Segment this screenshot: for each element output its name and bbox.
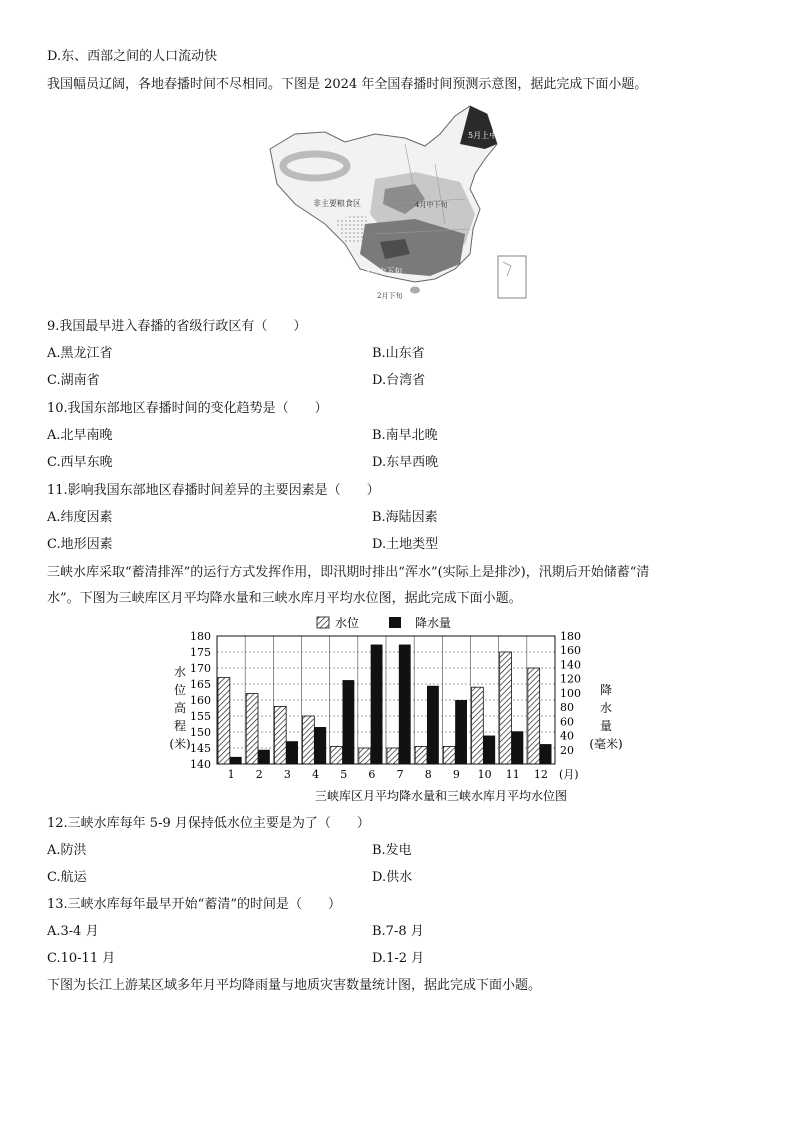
right-axis-label	[589, 683, 622, 751]
bar-water-level	[303, 716, 315, 764]
bar-water-level	[246, 694, 258, 764]
bar-water-level	[528, 668, 540, 764]
chart-svg	[160, 612, 630, 808]
q11-option-d[interactable]: D.土地类型	[372, 537, 439, 552]
label-non-grain: 非主要粮食区	[313, 199, 361, 208]
q12-option-a[interactable]: A.防洪	[47, 843, 87, 858]
bar-water-level	[443, 746, 455, 764]
q10-option-a[interactable]: A.北早南晚	[47, 428, 113, 443]
q13-option-b[interactable]: B.7-8 月	[372, 924, 424, 939]
intro-yangtze: 下图为长江上游某区域多年月平均降雨量与地质灾害数量统计图，据此完成下面小题。	[47, 978, 542, 993]
bar-rainfall	[314, 727, 326, 764]
china-map-graphic	[265, 104, 530, 304]
bar-water-level	[359, 748, 371, 764]
bar-rainfall	[371, 645, 383, 764]
q11-option-c[interactable]: C.地形因素	[47, 537, 113, 552]
left-axis-label	[169, 664, 190, 751]
intro-three-gorges-1: 三峡水库采取“蓄清排浑”的运行方式发挥作用，即汛期时排出“浑水”(实际上是排沙)，汛期后开始储蓄“清	[47, 565, 650, 580]
x-tick-label: 4	[312, 768, 320, 781]
y-left-label-char: 高	[173, 701, 187, 715]
q9-option-b[interactable]: B.山东省	[372, 346, 425, 361]
bar-rainfall	[399, 645, 411, 764]
y-left-label-char: 程	[173, 719, 187, 733]
question-11-stem: 11.影响我国东部地区春播时间差异的主要因素是（ ）	[47, 483, 380, 498]
q12-option-c[interactable]: C.航运	[47, 870, 87, 885]
q12-option-d[interactable]: D.供水	[372, 870, 413, 885]
y-left-label-char: (米)	[169, 737, 191, 751]
y-right-tick-label: 80	[560, 701, 574, 715]
q11-option-b[interactable]: B.海陆因素	[372, 510, 438, 525]
y-right-label-char: 降	[599, 683, 613, 697]
x-tick-label: 11	[505, 768, 520, 781]
y-left-tick-label: 160	[190, 694, 211, 707]
question-10-stem: 10.我国东部地区春播时间的变化趋势是（ ）	[47, 401, 328, 416]
y-right-tick-label: 120	[560, 672, 581, 686]
x-tick-label: 10	[477, 768, 492, 781]
label-feb: 2月下旬	[377, 292, 403, 300]
spring-sowing-map	[265, 104, 530, 304]
bar-water-level	[218, 678, 230, 764]
legend-label-rainfall: 降水量	[415, 616, 452, 630]
intro-three-gorges-2: 水”。下图为三峡库区月平均降水量和三峡水库月平均水位图，据此完成下面小题。	[47, 591, 522, 606]
x-tick-label: 5	[340, 768, 348, 781]
bar-water-level	[415, 746, 427, 764]
question-13-stem: 13.三峡水库每年最早开始“蓄清”的时间是（ ）	[47, 897, 341, 912]
q9-option-c[interactable]: C.湖南省	[47, 373, 100, 388]
three-gorges-chart	[160, 612, 630, 808]
y-right-label-char: 量	[599, 719, 613, 733]
bar-water-level	[472, 687, 484, 764]
q13-option-a[interactable]: A.3-4 月	[47, 924, 99, 939]
x-tick-label: 2	[255, 768, 263, 781]
intro-spring-sowing: 我国幅员辽阔，各地春播时间不尽相同。下图是 2024 年全国春播时间预测示意图，据此完成下面小题。	[47, 77, 648, 92]
q13-option-d[interactable]: D.1-2 月	[372, 951, 425, 966]
x-tick-label: 1	[227, 768, 235, 781]
y-right-tick-label: 60	[560, 715, 574, 729]
y-right-tick-label: 180	[560, 630, 581, 643]
q10-option-c[interactable]: C.西早东晚	[47, 455, 113, 470]
legend-swatch-water-level	[317, 617, 329, 628]
y-left-tick-label: 180	[190, 630, 211, 643]
y-left-tick-label: 175	[190, 646, 211, 659]
y-left-tick-label: 165	[190, 678, 211, 691]
y-left-tick-label: 140	[190, 758, 211, 771]
bar-rainfall	[511, 731, 523, 764]
bar-rainfall	[540, 744, 552, 764]
q12-option-b[interactable]: B.发电	[372, 843, 412, 858]
y-right-label-char: (毫米)	[589, 737, 623, 751]
bar-rainfall	[483, 736, 495, 764]
bar-rainfall	[258, 750, 270, 764]
chart-title: 三峡库区月平均降水量和三峡水库月平均水位图	[315, 789, 568, 803]
x-tick-label: 6	[368, 768, 376, 781]
bar-rainfall	[455, 700, 467, 764]
hainan-island	[410, 287, 420, 294]
label-april: 4月中下旬	[415, 201, 448, 209]
bar-rainfall	[286, 741, 298, 764]
bar-water-level	[331, 746, 343, 764]
y-right-tick-label: 140	[560, 658, 581, 672]
x-tick-label: 7	[396, 768, 404, 781]
bar-water-level	[387, 748, 399, 764]
x-axis-unit: (月)	[559, 768, 579, 781]
bar-water-level	[274, 706, 286, 764]
plot-area	[190, 630, 581, 781]
y-right-tick-label: 160	[560, 644, 581, 658]
y-left-label-char: 水	[173, 665, 187, 679]
bar-water-level	[500, 652, 512, 764]
q10-option-d[interactable]: D.东早西晚	[372, 455, 439, 470]
y-left-label-char: 位	[173, 683, 187, 697]
legend-label-water-level: 水位	[335, 616, 360, 630]
bar-rainfall	[427, 686, 439, 764]
y-right-tick-label: 40	[560, 729, 574, 743]
y-right-tick-label: 20	[560, 743, 574, 757]
y-right-label-char: 水	[599, 701, 613, 715]
q13-option-c[interactable]: C.10-11 月	[47, 951, 116, 966]
x-tick-label: 12	[533, 768, 548, 781]
y-left-tick-label: 170	[190, 662, 211, 675]
chart-legend	[317, 615, 451, 630]
y-left-tick-label: 150	[190, 726, 211, 739]
label-march: 3月中下旬	[365, 267, 403, 276]
x-tick-label: 3	[283, 768, 291, 781]
legend-swatch-rainfall	[389, 617, 401, 628]
bar-rainfall	[230, 757, 242, 764]
q9-option-d[interactable]: D.台湾省	[372, 373, 426, 388]
q10-option-b[interactable]: B.南早北晚	[372, 428, 438, 443]
previous-option-d: D.东、西部之间的人口流动快	[47, 49, 218, 64]
question-12-stem: 12.三峡水库每年 5-9 月保持低水位主要是为了（ ）	[47, 816, 370, 831]
bar-rainfall	[342, 680, 354, 764]
label-may: 5月上中旬	[468, 131, 506, 140]
x-tick-label: 9	[452, 768, 460, 781]
y-left-tick-label: 155	[190, 710, 211, 723]
x-tick-label: 8	[424, 768, 432, 781]
q9-option-a[interactable]: A.黑龙江省	[47, 346, 113, 361]
y-right-tick-label: 100	[560, 686, 581, 700]
question-9-stem: 9.我国最早进入春播的省级行政区有（ ）	[47, 319, 307, 334]
south-china-sea-inset	[498, 256, 526, 298]
q11-option-a[interactable]: A.纬度因素	[47, 510, 113, 525]
y-left-tick-label: 145	[190, 742, 211, 755]
